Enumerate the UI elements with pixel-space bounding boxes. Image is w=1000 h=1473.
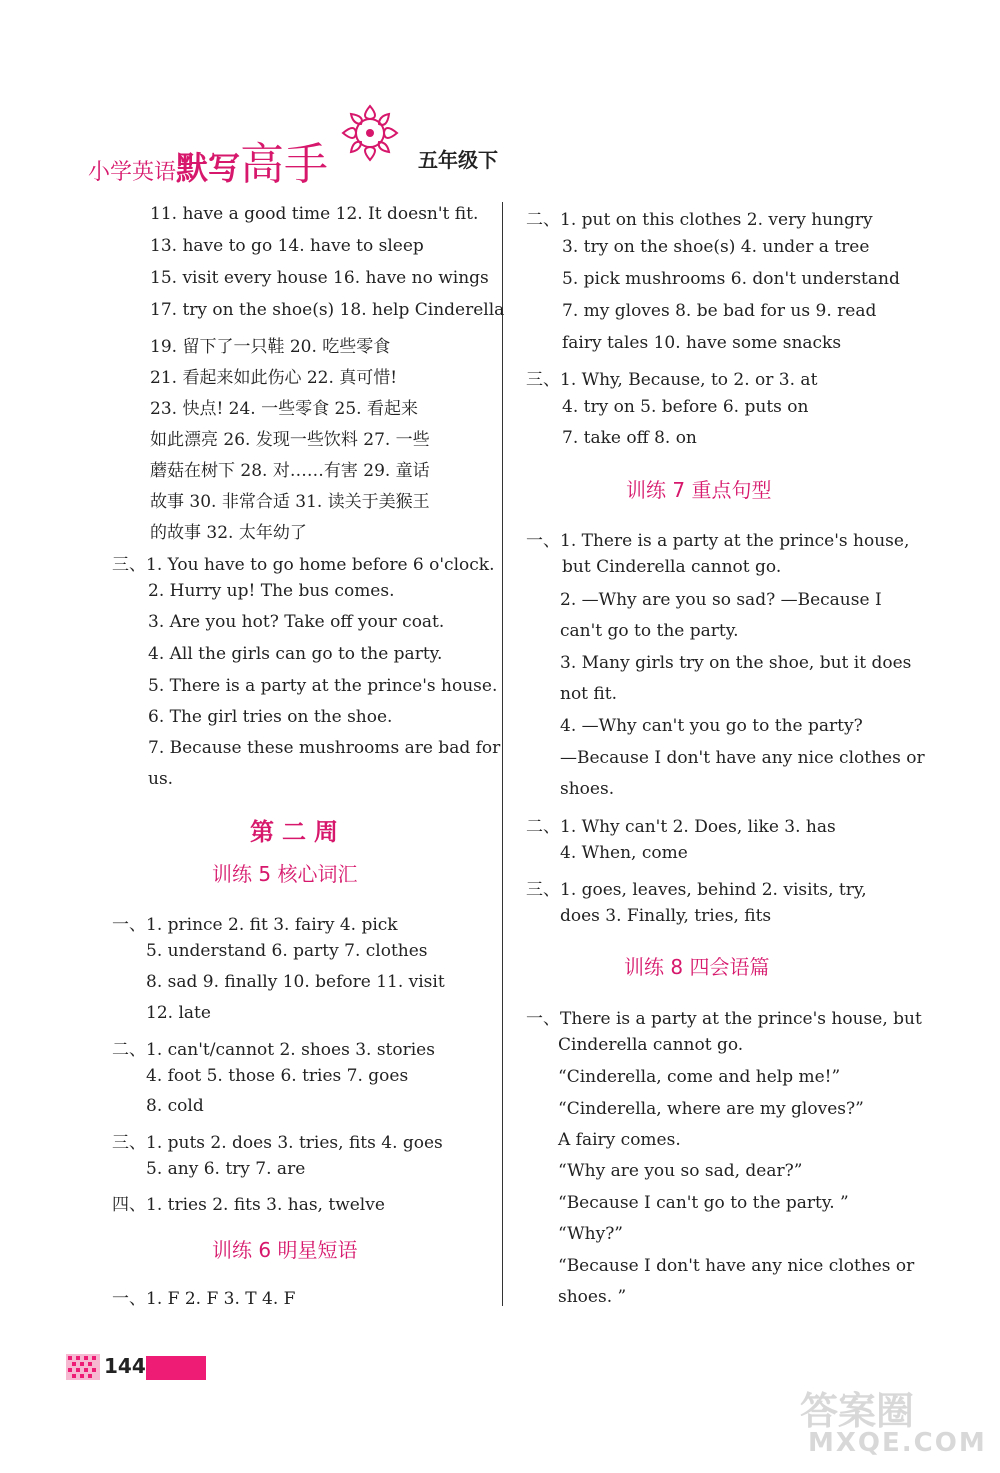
section-heading: 训练 8 四会语篇 [624,955,770,979]
answer-line: 蘑菇在树下 28. 对……有害 29. 童话 [150,461,430,481]
answer-line: 四、1. tries 2. fits 3. has, twelve [112,1195,385,1215]
answer-line: 8. sad 9. finally 10. before 11. visit [146,972,445,992]
answer-line: 二、1. Why can't 2. Does, like 3. has [526,817,836,837]
answer-line: 5. understand 6. party 7. clothes [146,941,428,961]
answer-line: 23. 快点! 24. 一些零食 25. 看起来 [150,399,418,419]
answer-line: “Cinderella, come and help me!” [558,1067,841,1087]
answer-line: 一、There is a party at the prince's house, but [526,1009,922,1029]
answer-line: does 3. Finally, tries, fits [560,906,772,926]
answer-line: 2. —Why are you so sad? —Because I [560,590,882,610]
answer-line: 三、1. Why, Because, to 2. or 3. at [526,370,818,390]
page-corner-pattern-icon [66,1354,100,1380]
page-number-bar [146,1356,206,1380]
grade-label: 五年级下 [418,148,498,172]
answer-line: 的故事 32. 太年幼了 [150,523,307,543]
answer-line: 3. try on the shoe(s) 4. under a tree [562,237,870,257]
answer-line: 4. All the girls can go to the party. [148,644,443,664]
answer-line: 一、1. prince 2. fit 3. fairy 4. pick [112,915,398,935]
answer-line: 7. my gloves 8. be bad for us 9. read [562,301,877,321]
answer-line: 7. Because these mushrooms are bad for [148,738,501,758]
answer-line: 三、1. goes, leaves, behind 2. visits, try, [526,880,867,900]
column-divider [502,202,503,1306]
answer-line: 5. There is a party at the prince's house. [148,676,498,696]
answer-line: 3. Many girls try on the shoe, but it does [560,653,912,673]
answer-line: A fairy comes. [558,1130,681,1150]
answer-line: 2. Hurry up! The bus comes. [148,581,395,601]
answer-line: “Because I don't have any nice clothes or [558,1256,915,1276]
answer-line: —Because I don't have any nice clothes or [560,748,925,768]
week-heading: 第二周 [250,818,346,846]
answer-line: 4. When, come [560,843,688,863]
watermark-url: MXQE.COM [808,1428,987,1458]
answer-line: 4. —Why can't you go to the party? [560,716,863,736]
answer-line: 17. try on the shoe(s) 18. help Cinderella [150,300,505,320]
answer-line: 12. late [146,1003,211,1023]
page-number: 144 [104,1354,146,1378]
answer-line: 4. try on 5. before 6. puts on [562,397,809,417]
answer-line: 故事 30. 非常合适 31. 读关于美猴王 [150,492,430,512]
answer-line: 5. any 6. try 7. are [146,1159,306,1179]
answer-line: us. [148,769,174,789]
answer-line: can't go to the party. [560,621,739,641]
answer-line: 15. visit every house 16. have no wings [150,268,489,288]
series-title [88,128,328,192]
answer-line: 二、1. put on this clothes 2. very hungry [526,210,873,230]
series-title-main: 默写 [176,149,241,187]
answer-line: 8. cold [146,1096,204,1116]
answer-line: 21. 看起来如此伤心 22. 真可惜! [150,368,398,388]
answer-line: 19. 留下了一只鞋 20. 吃些零食 [150,337,391,357]
answer-line: 三、1. puts 2. does 3. tries, fits 4. goes [112,1133,443,1153]
answer-line: 如此漂亮 26. 发现一些饮料 27. 一些 [150,430,430,450]
answer-line: 三、1. You have to go home before 6 o'clock. [112,555,495,575]
answer-line: 一、1. There is a party at the prince's house, [526,531,910,551]
series-title-subject: 小学英语 [88,160,177,185]
answer-line: not fit. [560,684,617,704]
watermark-text: 答案圈 [800,1389,915,1433]
answer-line: 一、1. F 2. F 3. T 4. F [112,1289,296,1309]
answer-line: 6. The girl tries on the shoe. [148,707,393,727]
answer-line: Cinderella cannot go. [558,1035,744,1055]
answer-line: but Cinderella cannot go. [562,557,782,577]
answer-line: 5. pick mushrooms 6. don't understand [562,269,900,289]
answer-line: 4. foot 5. those 6. tries 7. goes [146,1066,409,1086]
section-heading: 训练 6 明星短语 [212,1238,358,1262]
section-heading: 训练 5 核心词汇 [212,862,358,886]
answer-line: shoes. [560,779,615,799]
answer-line: “Why are you so sad, dear?” [558,1161,803,1181]
answer-line: 13. have to go 14. have to sleep [150,236,424,256]
answer-line: 11. have a good time 12. It doesn't fit. [150,204,479,224]
answer-line: “Why?” [558,1224,623,1244]
answer-line: 3. Are you hot? Take off your coat. [148,612,445,632]
answer-line: “Because I can't go to the party. ” [558,1193,849,1213]
answer-line: shoes. ” [558,1287,627,1307]
section-heading: 训练 7 重点句型 [626,478,772,502]
answer-line: 二、1. can't/cannot 2. shoes 3. stories [112,1040,435,1060]
flower-logo-icon [335,98,405,168]
answer-line: fairy tales 10. have some snacks [562,333,842,353]
answer-line: 7. take off 8. on [562,428,697,448]
answer-line: “Cinderella, where are my gloves?” [558,1099,864,1119]
series-title-emphasis: 高手 [240,139,329,190]
